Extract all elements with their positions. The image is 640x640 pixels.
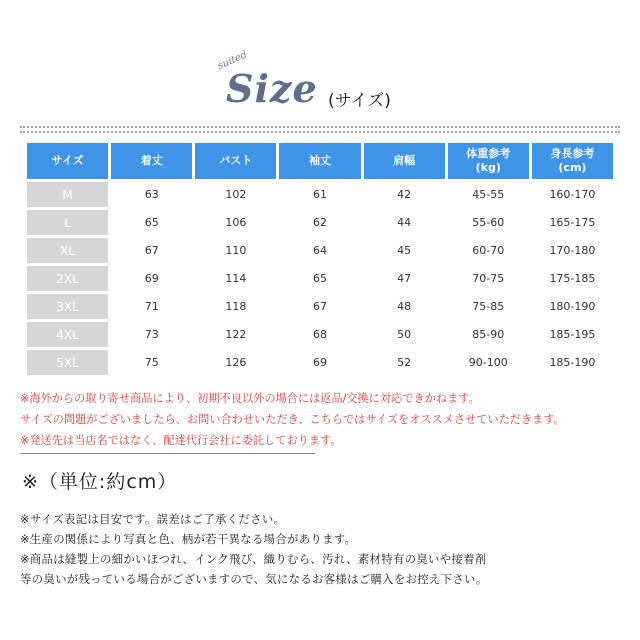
column-header: バスト bbox=[195, 143, 276, 179]
size-chart-table bbox=[24, 140, 616, 378]
table-cell: 170-180 bbox=[549, 244, 596, 257]
table-cell: 102 bbox=[225, 188, 247, 201]
note-4: 等の臭いが残っている場合がございますので、気になるお客様はご購入をお控え下さい。 bbox=[20, 572, 488, 586]
size-label-cell: 4XL bbox=[27, 322, 108, 347]
table-cell: 165-175 bbox=[549, 216, 596, 229]
table-cell: 160-170 bbox=[549, 188, 596, 201]
table-cell: 45-55 bbox=[472, 188, 505, 201]
size-subtitle: (サイズ) bbox=[328, 91, 391, 111]
unit-divider bbox=[20, 453, 315, 454]
table-cell: 90-100 bbox=[468, 356, 508, 369]
table-cell: 75-85 bbox=[472, 300, 505, 313]
table-cell: 45 bbox=[397, 244, 412, 257]
table-cell: 185-190 bbox=[549, 356, 596, 369]
table-cell: 71 bbox=[144, 300, 159, 313]
column-header: サイズ bbox=[27, 143, 108, 179]
size-label-cell: XL bbox=[27, 238, 108, 263]
table-cell: 106 bbox=[225, 216, 247, 229]
table-cell: 85-90 bbox=[472, 328, 505, 341]
size-label-cell: L bbox=[27, 210, 108, 235]
note-2: ※生産の関係により写真と色、柄が若干異なる場合があります。 bbox=[20, 532, 357, 546]
table-cell: 122 bbox=[225, 328, 247, 341]
table-cell: 65 bbox=[144, 216, 159, 229]
table-row bbox=[27, 350, 613, 375]
table-cell: 69 bbox=[144, 272, 159, 285]
column-header: 袖丈 bbox=[279, 143, 360, 179]
dotted-divider-top bbox=[20, 126, 620, 128]
table-header-row bbox=[27, 143, 613, 179]
size-label-cell: M bbox=[27, 182, 108, 207]
table-cell: 48 bbox=[397, 300, 412, 313]
size-label-cell: 3XL bbox=[27, 294, 108, 319]
table-cell: 175-185 bbox=[549, 272, 596, 285]
table-cell: 70-75 bbox=[472, 272, 505, 285]
table-row bbox=[27, 238, 613, 263]
table-cell: 44 bbox=[397, 216, 412, 229]
table-cell: 50 bbox=[397, 328, 412, 341]
column-header: 身長参考 (cm) bbox=[532, 143, 613, 179]
column-header: 肩幅 bbox=[364, 143, 445, 179]
table-body bbox=[27, 182, 613, 375]
size-label-cell: 2XL bbox=[27, 266, 108, 291]
dotted-divider-bottom bbox=[20, 131, 620, 133]
table-cell: 114 bbox=[225, 272, 247, 285]
table-row bbox=[27, 210, 613, 235]
red-note-2: サイズの問題がございましたら、お問い合わせいただき、こちらではサイズをオススメさせていただきます。 bbox=[20, 413, 565, 426]
size-title-block bbox=[212, 49, 442, 122]
table-row bbox=[27, 294, 613, 319]
table-cell: 60-70 bbox=[472, 244, 505, 257]
table-cell: 75 bbox=[144, 356, 159, 369]
table-cell: 67 bbox=[144, 244, 159, 257]
unit-title: ※（単位:約cm） bbox=[22, 471, 178, 493]
size-label-cell: 5XL bbox=[27, 350, 108, 375]
table-row bbox=[27, 266, 613, 291]
red-note-1: ※海外からの取り寄せ商品により、初期不良以外の場合には返品/交換に対応できかねます。 bbox=[20, 392, 480, 405]
note-3: ※商品は縫製上の細かいほつれ、インク飛び、織りむら、汚れ、素材特有の臭いや接着剤 bbox=[20, 552, 487, 566]
red-notes bbox=[20, 388, 630, 451]
table-cell: 110 bbox=[225, 244, 247, 257]
table-cell: 61 bbox=[312, 188, 327, 201]
suited-script-word: suited bbox=[216, 49, 249, 73]
table-cell: 64 bbox=[312, 244, 327, 257]
red-note-3: ※発送先は当店名ではなく、配達代行会社に委託しております。 bbox=[20, 434, 342, 447]
note-1: ※サイズ表記は目安です。誤差はご了承ください。 bbox=[20, 512, 286, 526]
table-row bbox=[27, 182, 613, 207]
table-cell: 118 bbox=[225, 300, 247, 313]
table-cell: 67 bbox=[312, 300, 327, 313]
table-cell: 68 bbox=[312, 328, 327, 341]
size-title: Size bbox=[226, 66, 318, 111]
table-cell: 42 bbox=[397, 188, 412, 201]
table-cell: 63 bbox=[144, 188, 159, 201]
table-cell: 185-195 bbox=[549, 328, 596, 341]
table-cell: 73 bbox=[144, 328, 159, 341]
table-cell: 180-190 bbox=[549, 300, 596, 313]
table-cell: 52 bbox=[397, 356, 412, 369]
notes bbox=[20, 509, 630, 589]
table-cell: 69 bbox=[312, 356, 327, 369]
column-header: 体重参考 (kg) bbox=[448, 143, 529, 179]
table-cell: 47 bbox=[397, 272, 412, 285]
table-cell: 62 bbox=[312, 216, 327, 229]
table-cell: 126 bbox=[225, 356, 247, 369]
table-cell: 65 bbox=[312, 272, 327, 285]
column-header: 着丈 bbox=[111, 143, 192, 179]
table-cell: 55-60 bbox=[472, 216, 505, 229]
table-row bbox=[27, 322, 613, 347]
